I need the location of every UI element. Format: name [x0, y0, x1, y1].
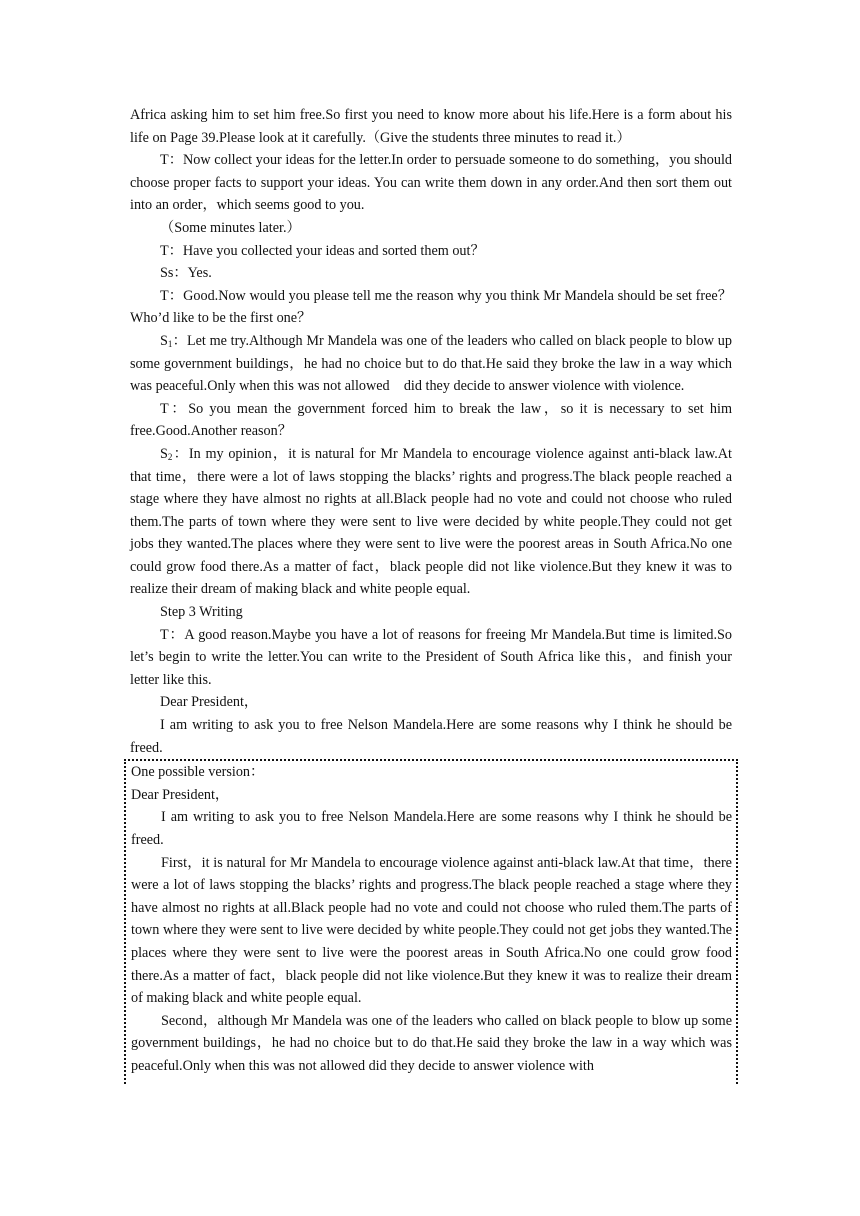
paragraph-text: T：Now collect your ideas for the letter.In order to persuade someone to do something，you should choose proper facts to support your ideas. You can write them down in any order.And then sort them out into an order，which seems good to you.	[130, 152, 732, 214]
paragraph	[130, 149, 732, 217]
box-paragraph: Second，although Mr Mandela was one of the leaders who called on black people to blow up some government buildings，he had no choice but to do that.He said they broke the law in a way which was peaceful.Only when this was not allowed did they decide to answer violence with	[131, 1012, 732, 1074]
paragraph	[130, 398, 732, 443]
box-paragraph: First，it is natural for Mr Mandela to encourage violence against anti-black law.At that time，there were a lot of laws stopping the blacks’ rights and progress.The black people reached a stage where they have almost no rights at all.Black people had no vote and could not choose who ruled them.The parts of town where they were sent to live were decided by white people.They could not get jobs they wanted.The places where they were sent to live were the poorest areas in South Africa.No one could grow food there.As a matter of fact，black people did not like violence.But they knew it was to realize their dream of making black and white people equal.	[131, 854, 732, 1007]
paragraph-text: Africa asking him to set him free.So first you need to know more about his life.Here is a form about his life on Page 39.Please look at it carefully.（Give the students three minutes to read it.）	[130, 107, 732, 146]
sample-letter-box	[124, 759, 738, 1083]
paragraph-text: T：Have you collected your ideas and sorted them out？	[160, 242, 485, 259]
paragraph-text: T：A good reason.Maybe you have a lot of reasons for freeing Mr Mandela.But time is limited.So let’s begin to write the letter.You can write to the President of South Africa like this，and finish your letter like this.	[130, 626, 732, 688]
paragraph	[130, 285, 732, 330]
speaker-label: S	[160, 332, 168, 349]
lesson-transcript	[130, 104, 732, 759]
paragraph-text: Step 3 Writing	[160, 604, 243, 621]
paragraph	[130, 443, 732, 601]
paragraph-text: ：In my opinion，it is natural for Mr Mandela to encourage violence against anti-black law.At that time，there were a lot of laws stopping the blacks’ rights and progress.The black people reached a stage where they have almost no rights at all.Black people had no vote and could not choose who ruled them.The parts of town where they were sent to live were decided by white people.They could not get jobs they wanted.The places where they were sent to live were the poorest areas in South Africa.No one could grow food there.As a matter of fact，black people did not like violence.But they knew it was to realize their dream of making black and white people equal.	[130, 445, 732, 598]
paragraph	[130, 624, 732, 692]
paragraph-text: （Some minutes later.）	[160, 219, 301, 236]
paragraph-text: I am writing to ask you to free Nelson Mandela.Here are some reasons why I think he should be freed.	[130, 717, 732, 756]
box-paragraph: I am writing to ask you to free Nelson Mandela.Here are some reasons why I think he should be freed.	[131, 809, 732, 848]
paragraph	[130, 601, 732, 624]
paragraph-text: ：Let me try.Although Mr Mandela was one of the leaders who called on black people to blow up some government buildings，he had no choice but to do that.He said they broke the law in a way which was peaceful.Only when this was not allowed did they decide to answer violence with violence.	[130, 332, 732, 395]
box-salutation: Dear President，	[131, 786, 230, 803]
paragraph	[130, 104, 732, 149]
paragraph	[130, 217, 732, 240]
paragraph	[130, 691, 732, 714]
paragraph	[130, 714, 732, 759]
speaker-subscript: 1	[167, 338, 173, 349]
paragraph	[130, 330, 732, 398]
paragraph-text: T：So you mean the government forced him to break the law，so it is necessary to set him free.Good.Another reason？	[130, 400, 732, 440]
paragraph-text: Dear President，	[160, 694, 259, 711]
box-heading: One possible version：	[131, 764, 265, 781]
paragraph-text: T：Good.Now would you please tell me the reason why you think Mr Mandela should be set free？Who’d like to be the first one？	[130, 287, 732, 327]
document-page	[130, 104, 732, 1084]
paragraph-text: Ss：Yes.	[160, 265, 212, 282]
paragraph	[130, 240, 732, 263]
paragraph	[130, 262, 732, 285]
speaker-subscript: 2	[167, 451, 173, 462]
speaker-label: S	[160, 445, 168, 462]
